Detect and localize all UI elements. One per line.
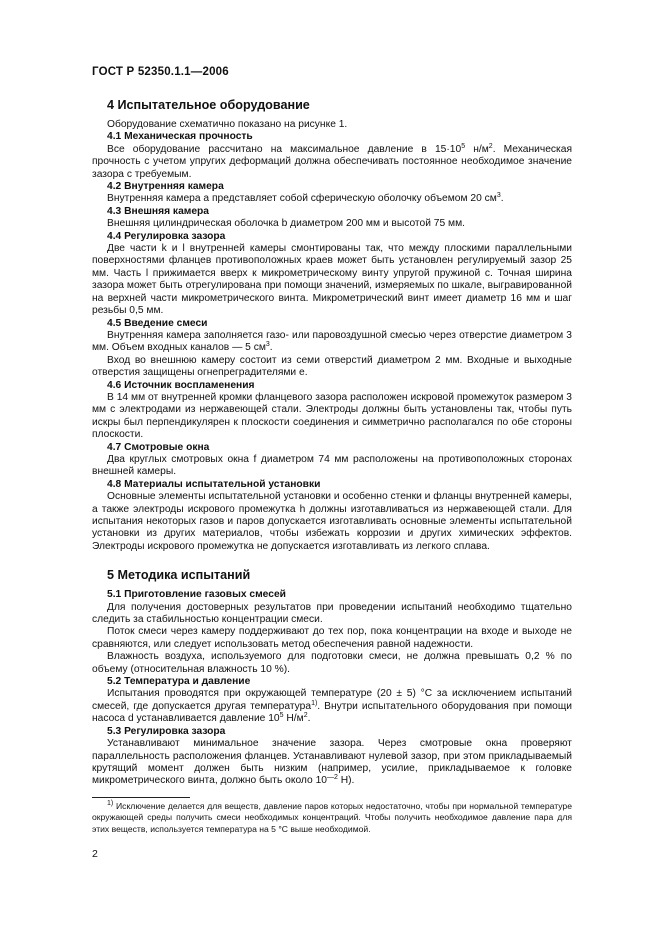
subsection-4-1-text: Все оборудование рассчитано на максимальное давление в $15\cdot 10^5$ $н/м^2$. Механическая прочность с учетом упругих деформаций должна обеспечивать постоянное необходимое значение зазора с требуемым. [92,142,573,180]
page-number: 2 [92,848,98,860]
subsection-4-5-heading: 4.5 Введение смеси [107,317,208,329]
subsection-4-4-text: Две части k и l внутренней камеры смонтированы так, что между плоскими параллельными поверхностями фланцев противоположных краев может быть установлен регулируемый зазор 25 мм. Часть l прижимается вверх к микрометрическому винту упругой пружиной c. Точная ширина зазора может быть отрегулирована при помощи значений, измеряемых по шкале, выгравированной на верхней части микрометрического винта. Микрометрический винт имеет диаметр 16 мм и шаг резьбы 0,5 мм. [92,243,572,317]
main-text [92,97,572,788]
section-4-intro: Оборудование схематично показано на рисунке 1. [107,119,348,130]
footnote [92,801,572,835]
subsection-4-6-heading: 4.6 Источник воспламенения [107,379,255,391]
subsection-4-8-text: Основные элементы испытательной установки и особенно стенки и фланцы внутренней камеры, а также электроды искрового промежутка h должны изготавливаться из нержавеющей стали. Для испытания некоторых газов и паров допускается изготавливать основные элементы испытательной установки из других материалов, чтобы избежать коррозии и других химических эффектов. Электроды искрового промежутка не допускается изготавливать из легкого сплава. [92,491,572,552]
subsection-5-1-text-3: Влажность воздуха, используемого для подготовки смеси, не должна превышать 0,2 % по объему (относительная влажность 10 %). [92,651,572,675]
subsection-4-3-text: Внешняя цилиндрическая оболочка b диаметром 200 мм и высотой 75 мм. [107,218,465,230]
subsection-4-3-heading: 4.3 Внешняя камера [107,205,210,217]
subsection-4-8-heading: 4.8 Материалы испытательной установки [107,478,321,490]
subsection-5-1-text-2: Поток смеси через камеру поддерживают до тех пор, пока концентрации на входе и выходе не сравняются, или следует использовать метод обеспечения равной надежности. [92,626,572,650]
footnote-text: Исключение делается для веществ, давление паров которых недостаточно, чтобы при нормальной температуре окружающей среды получить смеси необходимых концентраций. Чтобы получить необходимое давление пара для этих веществ, используется температура на 5 °С выше необходимой. [92,801,572,834]
subsection-5-3-heading: 5.3 Регулировка зазора [107,725,226,737]
subsection-4-1-heading: 4.1 Механическая прочность [107,131,253,143]
footnote-reference: 1) [311,699,318,707]
subsection-5-1-heading: 5.1 Приготовление газовых смесей [107,589,286,601]
subsection-4-6-text: В 14 мм от внутренней кромки фланцевого зазора расположен искровой промежуток размером 3 мм с электродами из нержавеющей стали. Электроды должны быть установлены так, чтобы путь искры был перпендикулярен к плоскости соединения и симметрично располагался по обе стороны плоскости. [92,391,572,441]
subsection-5-2-heading: 5.2 Температура и давление [107,676,251,688]
section-5-heading: 5 Методика испытаний [107,568,251,583]
subsection-4-2-text: Внутренняя камера a представляет собой сферическую оболочку объемом 20 $см^3$. [107,192,504,205]
section-4-heading: 4 Испытательное оборудование [107,98,310,112]
subsection-4-5-text: Внутренняя камера заполняется газо- или паровоздушной смесью через отверстие диаметром 3 мм. Объем входных каналов — 5 $см^3$. [92,329,572,354]
subsection-5-1-text-1: Для получения достоверных результатов при проведении испытаний необходимо тщательно следить за стабильностью концентрации смеси. [92,601,572,626]
subsection-4-2-heading: 4.2 Внутренняя камера [107,181,224,193]
footnote-divider [92,797,190,798]
subsection-4-7-text: Два круглых смотровых окна f диаметром 74 мм расположены на противоположных сторонах внешней камеры. [92,453,572,478]
subsection-5-2-text: Испытания проводятся при окружающей температуре (20 ± 5) °С за исключением испытаний смесей, где допускается другая температура$^{1)}$. Внутри испытательного оборудования при помощи насоса d устанавливается давление $10^5$ $Н/м^2$. [92,688,572,725]
subsection-4-4-heading: 4.4 Регулировка зазора [107,230,226,242]
footnote-mark: 1) [107,800,114,807]
subsection-5-3-text: Устанавливают минимальное значение зазора. Через смотровые окна проверяют параллельность расположения фланцев. Устанавливают нулевой зазор, при этом прикладываемый крутящий момент должен быть низким (например, усилие, прикладываемое к головке микрометрического винта, должно быть около $10^{—2}$ Н). [92,738,572,787]
subsection-4-5-text-2: Вход во внешнюю камеру состоит из семи отверстий диаметром 2 мм. Входные и выходные отверстия защищены огнепреградителями e. [92,354,572,379]
standard-designation: ГОСТ Р 52350.1.1—2006 [92,66,229,78]
subsection-4-7-heading: 4.7 Смотровые окна [107,441,210,453]
